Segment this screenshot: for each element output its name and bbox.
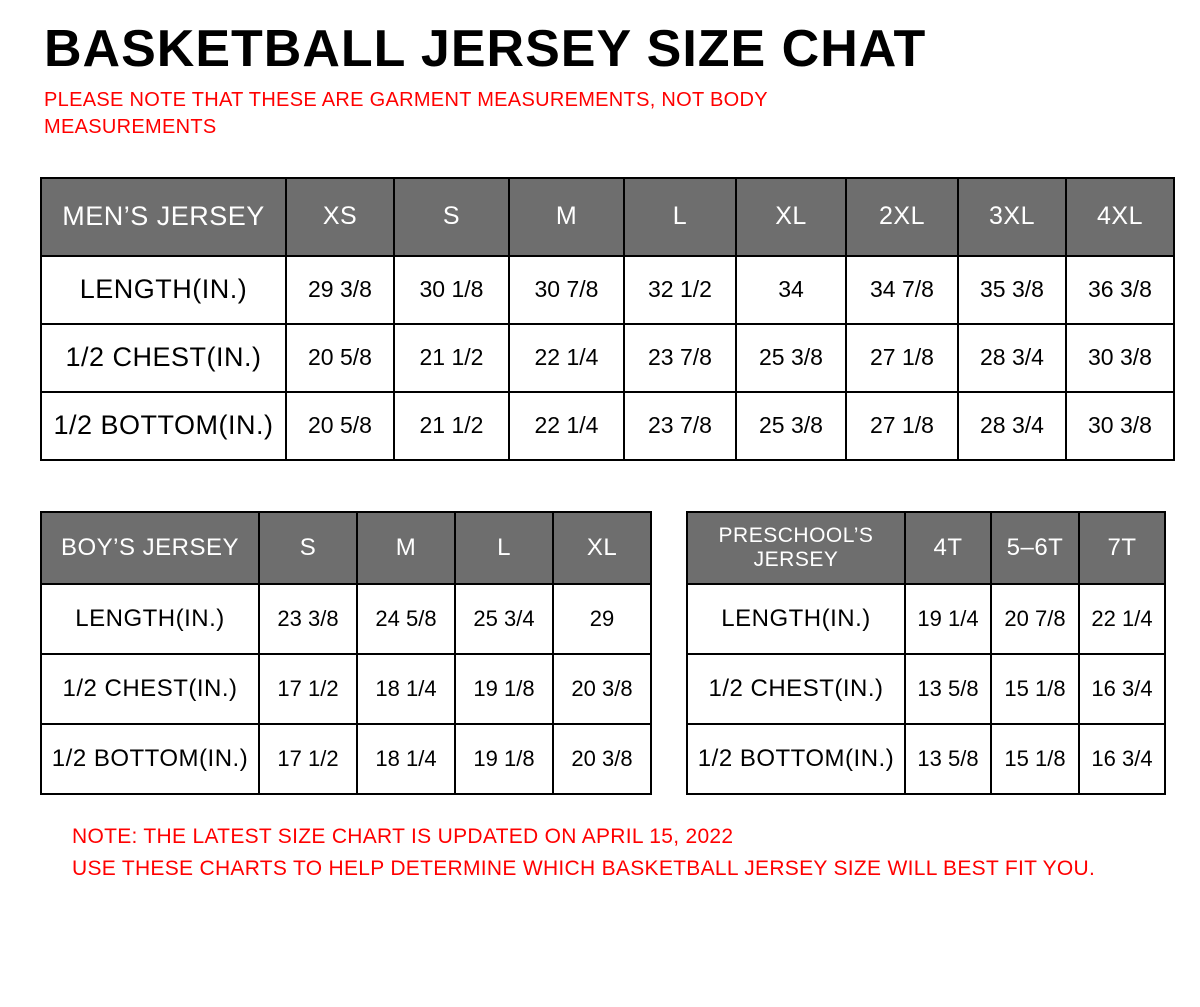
- table-cell: 17 1/2: [259, 654, 357, 724]
- table-cell: 13 5/8: [905, 724, 991, 794]
- row-label: 1/2 BOTTOM(IN.): [687, 724, 905, 794]
- table-cell: 22 1/4: [1079, 584, 1165, 654]
- table-header-cell: XL: [736, 178, 846, 256]
- lower-tables-row: [40, 511, 1160, 795]
- table-header-cell: M: [357, 512, 455, 584]
- table-header-cell: 5–6T: [991, 512, 1079, 584]
- table-cell: 13 5/8: [905, 654, 991, 724]
- table-row: [687, 724, 1165, 794]
- table-header-row: [41, 512, 651, 584]
- table-cell: 25 3/8: [736, 324, 846, 392]
- table-row: [687, 584, 1165, 654]
- table-cell: 36 3/8: [1066, 256, 1174, 324]
- table-header-cell: 4T: [905, 512, 991, 584]
- table-row: [41, 654, 651, 724]
- table-header-cell: 2XL: [846, 178, 958, 256]
- table-cell: 15 1/8: [991, 724, 1079, 794]
- table-cell: 25 3/8: [736, 392, 846, 460]
- table-row: [687, 654, 1165, 724]
- table-cell: 20 7/8: [991, 584, 1079, 654]
- table-header-cell: L: [455, 512, 553, 584]
- table-cell: 19 1/8: [455, 654, 553, 724]
- table-cell: 17 1/2: [259, 724, 357, 794]
- table-row: [41, 392, 1174, 460]
- row-label: LENGTH(IN.): [41, 584, 259, 654]
- table-cell: 23 7/8: [624, 392, 736, 460]
- table-row: [41, 584, 651, 654]
- table-cell: 35 3/8: [958, 256, 1066, 324]
- table-header-cell: 4XL: [1066, 178, 1174, 256]
- table-header-cell: M: [509, 178, 624, 256]
- table-cell: 30 3/8: [1066, 392, 1174, 460]
- table-cell: 15 1/8: [991, 654, 1079, 724]
- table-cell: 22 1/4: [509, 324, 624, 392]
- table-row: [41, 724, 651, 794]
- table-cell: 19 1/8: [455, 724, 553, 794]
- table-cell: 24 5/8: [357, 584, 455, 654]
- table-cell: 27 1/8: [846, 392, 958, 460]
- table-cell: 28 3/4: [958, 392, 1066, 460]
- table-cell: 30 1/8: [394, 256, 509, 324]
- table-header-cell: PRESCHOOL’S JERSEY: [687, 512, 905, 584]
- table-cell: 20 3/8: [553, 724, 651, 794]
- table-cell: 25 3/4: [455, 584, 553, 654]
- table-header-cell: XS: [286, 178, 394, 256]
- page-title: BASKETBALL JERSEY SIZE CHAT: [44, 20, 927, 78]
- table-cell: 19 1/4: [905, 584, 991, 654]
- table-cell: 23 7/8: [624, 324, 736, 392]
- table-cell: 32 1/2: [624, 256, 736, 324]
- table-cell: 29 3/8: [286, 256, 394, 324]
- table-cell: 20 5/8: [286, 392, 394, 460]
- table-cell: 30 3/8: [1066, 324, 1174, 392]
- table-row: [41, 256, 1174, 324]
- table-cell: 28 3/4: [958, 324, 1066, 392]
- row-label: 1/2 BOTTOM(IN.): [41, 724, 259, 794]
- table-header-cell: S: [259, 512, 357, 584]
- top-note: PLEASE NOTE THAT THESE ARE GARMENT MEASUREMENTS, NOT BODY MEASUREMENTS: [44, 88, 768, 138]
- preschool-jersey-size-table: [686, 511, 1166, 795]
- table-cell: 20 3/8: [553, 654, 651, 724]
- table-header-cell: 7T: [1079, 512, 1165, 584]
- table-cell: 21 1/2: [394, 392, 509, 460]
- table-cell: 16 3/4: [1079, 654, 1165, 724]
- row-label: 1/2 CHEST(IN.): [41, 324, 286, 392]
- table-cell: 18 1/4: [357, 724, 455, 794]
- table-header-cell: XL: [553, 512, 651, 584]
- table-cell: 22 1/4: [509, 392, 624, 460]
- table-cell: 34: [736, 256, 846, 324]
- table-header-row: [41, 178, 1174, 256]
- table-cell: 20 5/8: [286, 324, 394, 392]
- row-label: LENGTH(IN.): [41, 256, 286, 324]
- boys-jersey-size-table: [40, 511, 652, 795]
- table-cell: 16 3/4: [1079, 724, 1165, 794]
- row-label: 1/2 CHEST(IN.): [687, 654, 905, 724]
- row-label: 1/2 BOTTOM(IN.): [41, 392, 286, 460]
- footer-note-line-1: NOTE: THE LATEST SIZE CHART IS UPDATED ON APRIL 15, 2022: [72, 824, 734, 848]
- table-cell: 18 1/4: [357, 654, 455, 724]
- table-header-cell: MEN’S JERSEY: [41, 178, 286, 256]
- table-cell: 29: [553, 584, 651, 654]
- table-header-cell: 3XL: [958, 178, 1066, 256]
- row-label: 1/2 CHEST(IN.): [41, 654, 259, 724]
- table-header-cell: S: [394, 178, 509, 256]
- table-cell: 21 1/2: [394, 324, 509, 392]
- mens-jersey-size-table: [40, 177, 1175, 461]
- table-cell: 27 1/8: [846, 324, 958, 392]
- footer-note-line-2: USE THESE CHARTS TO HELP DETERMINE WHICH BASKETBALL JERSEY SIZE WILL BEST FIT YOU.: [72, 857, 1096, 881]
- row-label: LENGTH(IN.): [687, 584, 905, 654]
- table-cell: 34 7/8: [846, 256, 958, 324]
- table-header-row: [687, 512, 1165, 584]
- table-cell: 23 3/8: [259, 584, 357, 654]
- table-header-cell: BOY’S JERSEY: [41, 512, 259, 584]
- table-row: [41, 324, 1174, 392]
- table-header-cell: L: [624, 178, 736, 256]
- table-cell: 30 7/8: [509, 256, 624, 324]
- footer-notes: [72, 821, 1160, 886]
